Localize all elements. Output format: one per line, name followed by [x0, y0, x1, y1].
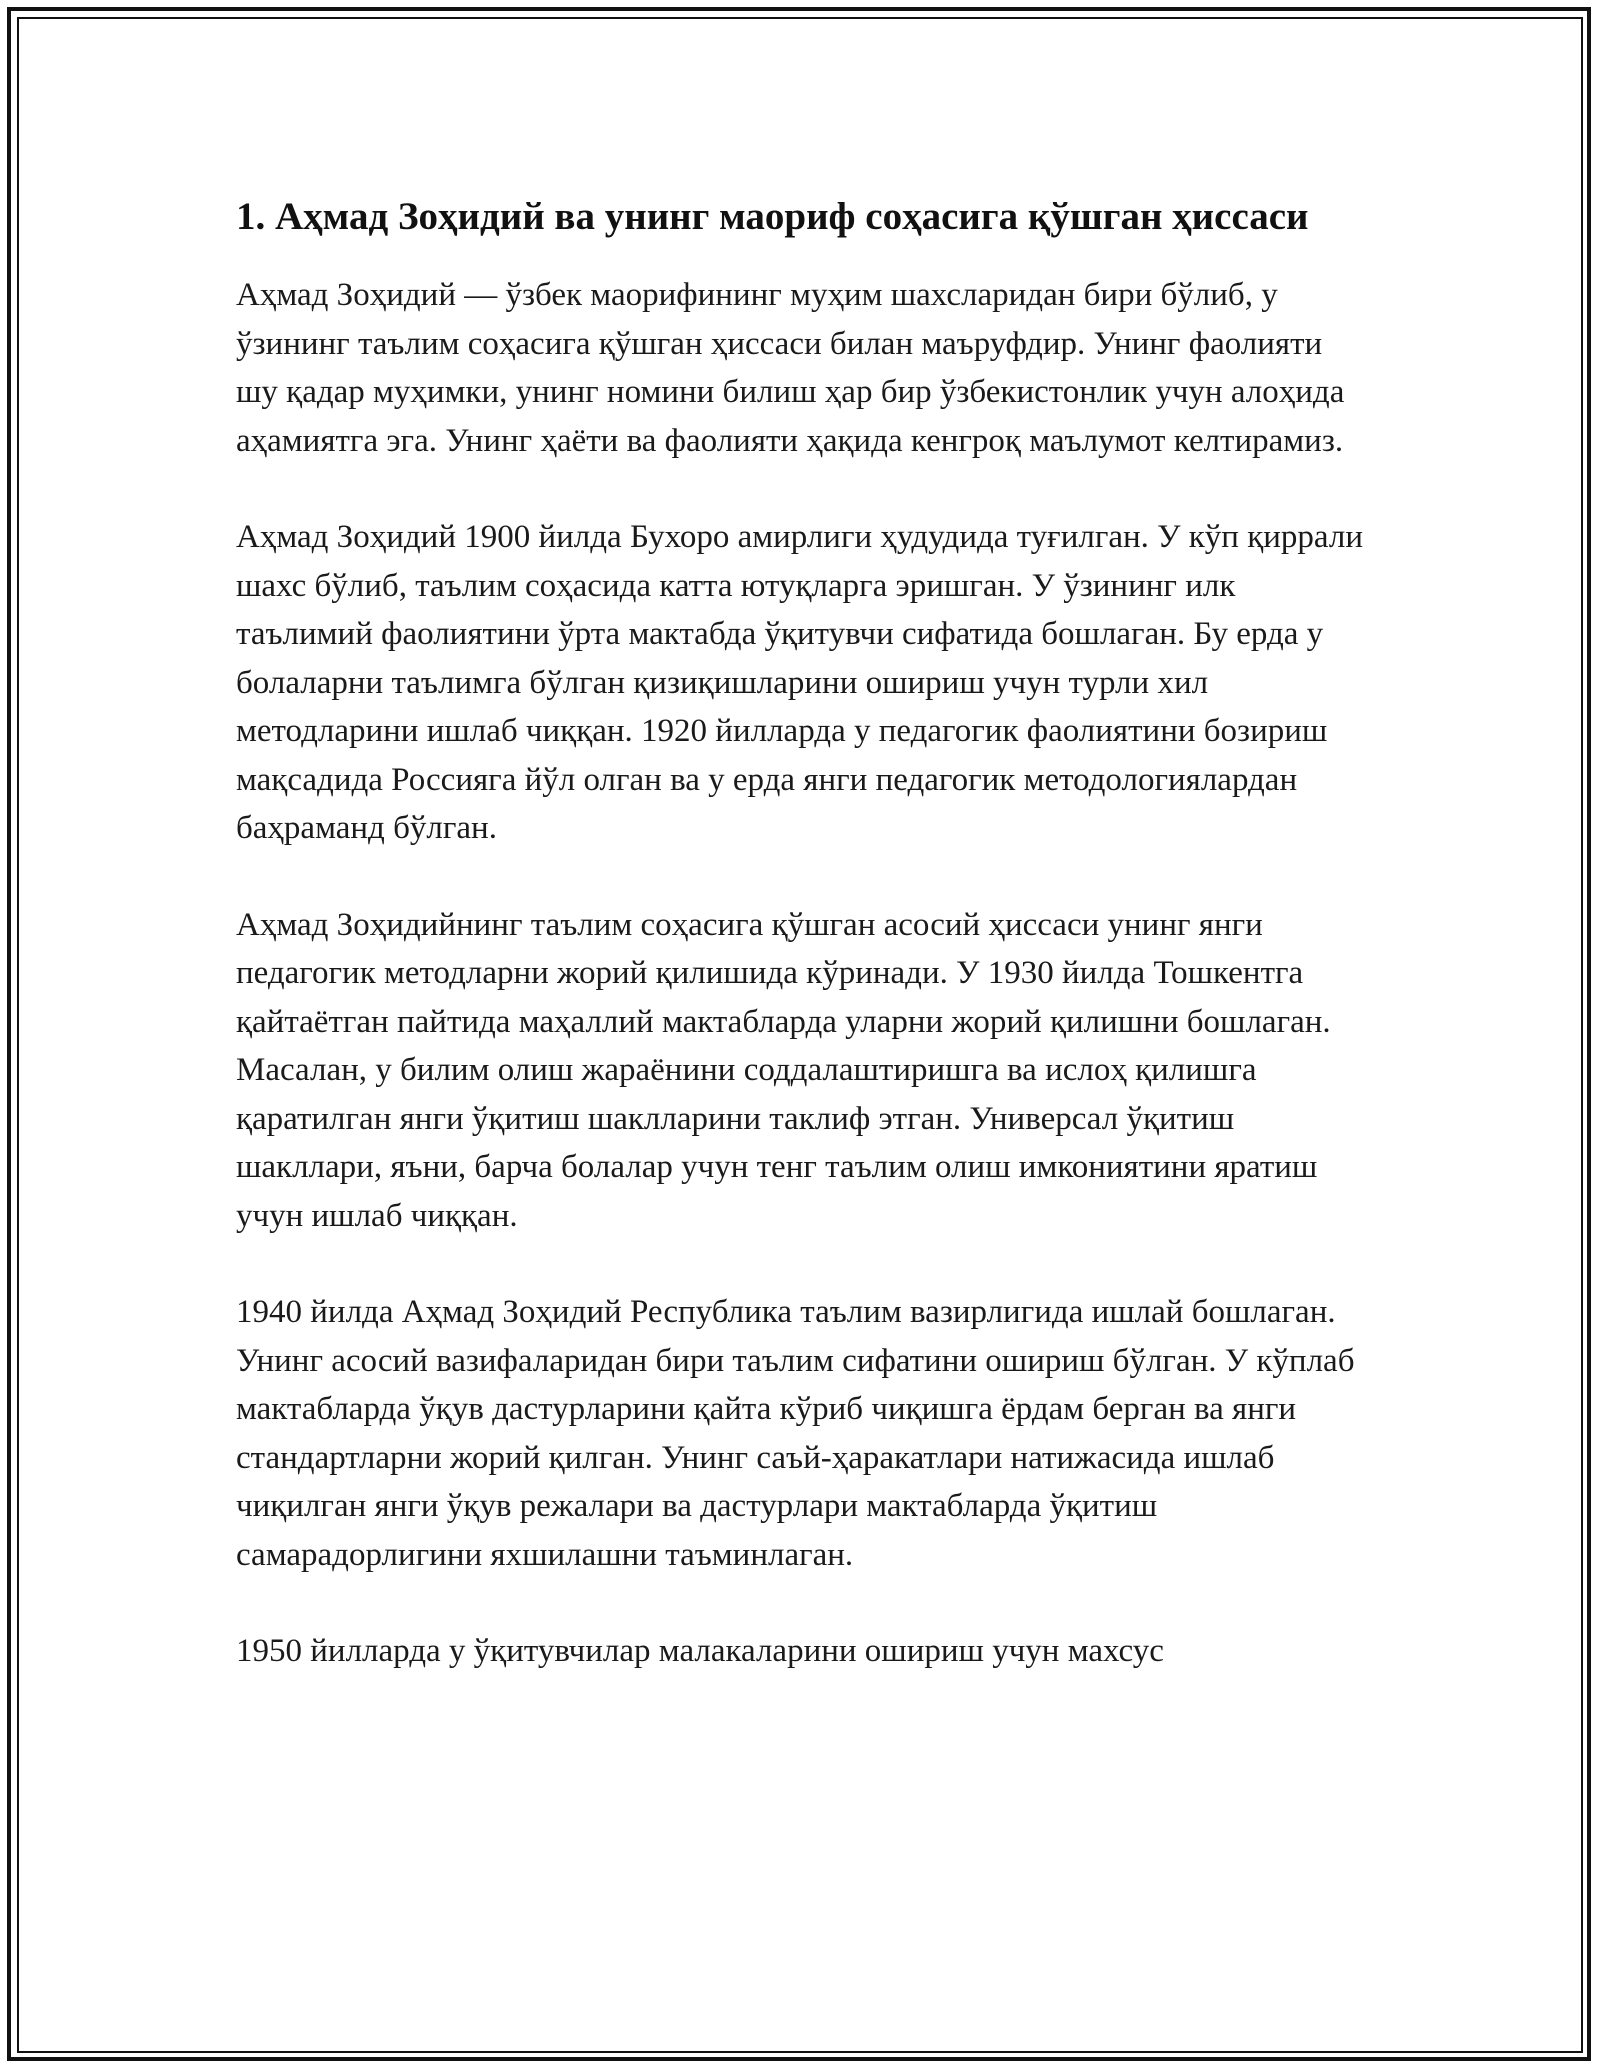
document-body	[236, 190, 1366, 1724]
paragraph-5: 1950 йилларда у ўқитувчилар малакаларини ошириш учун махсус	[236, 1633, 1164, 1669]
section-heading: 1. Аҳмад Зоҳидий ва унинг маориф соҳасига қўшган ҳиссаси	[236, 195, 1309, 238]
paragraph-2: Аҳмад Зоҳидий 1900 йилда Бухоро амирлиги ҳудудида туғилган. У кўп қиррали шахс бўлиб, таълим соҳасида катта ютуқларга эришган. У ўзининг илк таълимий фаолиятини ўрта мактабда ўқитувчи сифатида бошлаган. Бу ерда у болаларни таълимга бўлган қизиқишларини ошириш учун турли хил методларини ишлаб чиққан. 1920 йилларда у педагогик фаолиятини бозириш мақсадида Россияга йўл олган ва у ерда янги педагогик методологиялардан баҳраманд бўлган.	[236, 519, 1363, 846]
paragraph-3: Аҳмад Зоҳидийнинг таълим соҳасига қўшган асосий ҳиссаси унинг янги педагогик методларни жорий қилишида кўринади. У 1930 йилда Тошкентга қайтаётган пайтида маҳаллий мактабларда уларни жорий қилишни бошлаган. Масалан, у билим олиш жараёнини соддалаштиришга ва ислоҳ қилишга қаратилган янги ўқитиш шаклларини таклиф этган. Универсал ўқитиш шакллари, яъни, барча болалар учун тенг таълим олиш имкониятини яратиш учун ишлаб чиққан.	[236, 906, 1331, 1234]
paragraph-4: 1940 йилда Аҳмад Зоҳидий Республика таълим вазирлигида ишлай бошлаган. Унинг асосий вазифаларидан бири таълим сифатини ошириш бўлган. У кўплаб мактабларда ўқув дастурларини қайта кўриб чиқишга ёрдам берган ва янги стандартларни жорий қилган. Унинг саъй-ҳаракатлари натижасида ишлаб чиқилган янги ўқув режалари ва дастурлари мактабларда ўқитиш самарадорлигини яхшилашни таъминлаган.	[236, 1294, 1355, 1573]
paragraph-1: Аҳмад Зоҳидий — ўзбек маорифининг муҳим шахсларидан бири бўлиб, у ўзининг таълим соҳасига қўшган ҳиссаси билан маъруфдир. Унинг фаолияти шу қадар муҳимки, унинг номини билиш ҳар бир ўзбекистонлик учун алоҳида аҳамиятга эга. Унинг ҳаёти ва фаолияти ҳақида кенгроқ маълумот келтирамиз.	[236, 277, 1345, 459]
